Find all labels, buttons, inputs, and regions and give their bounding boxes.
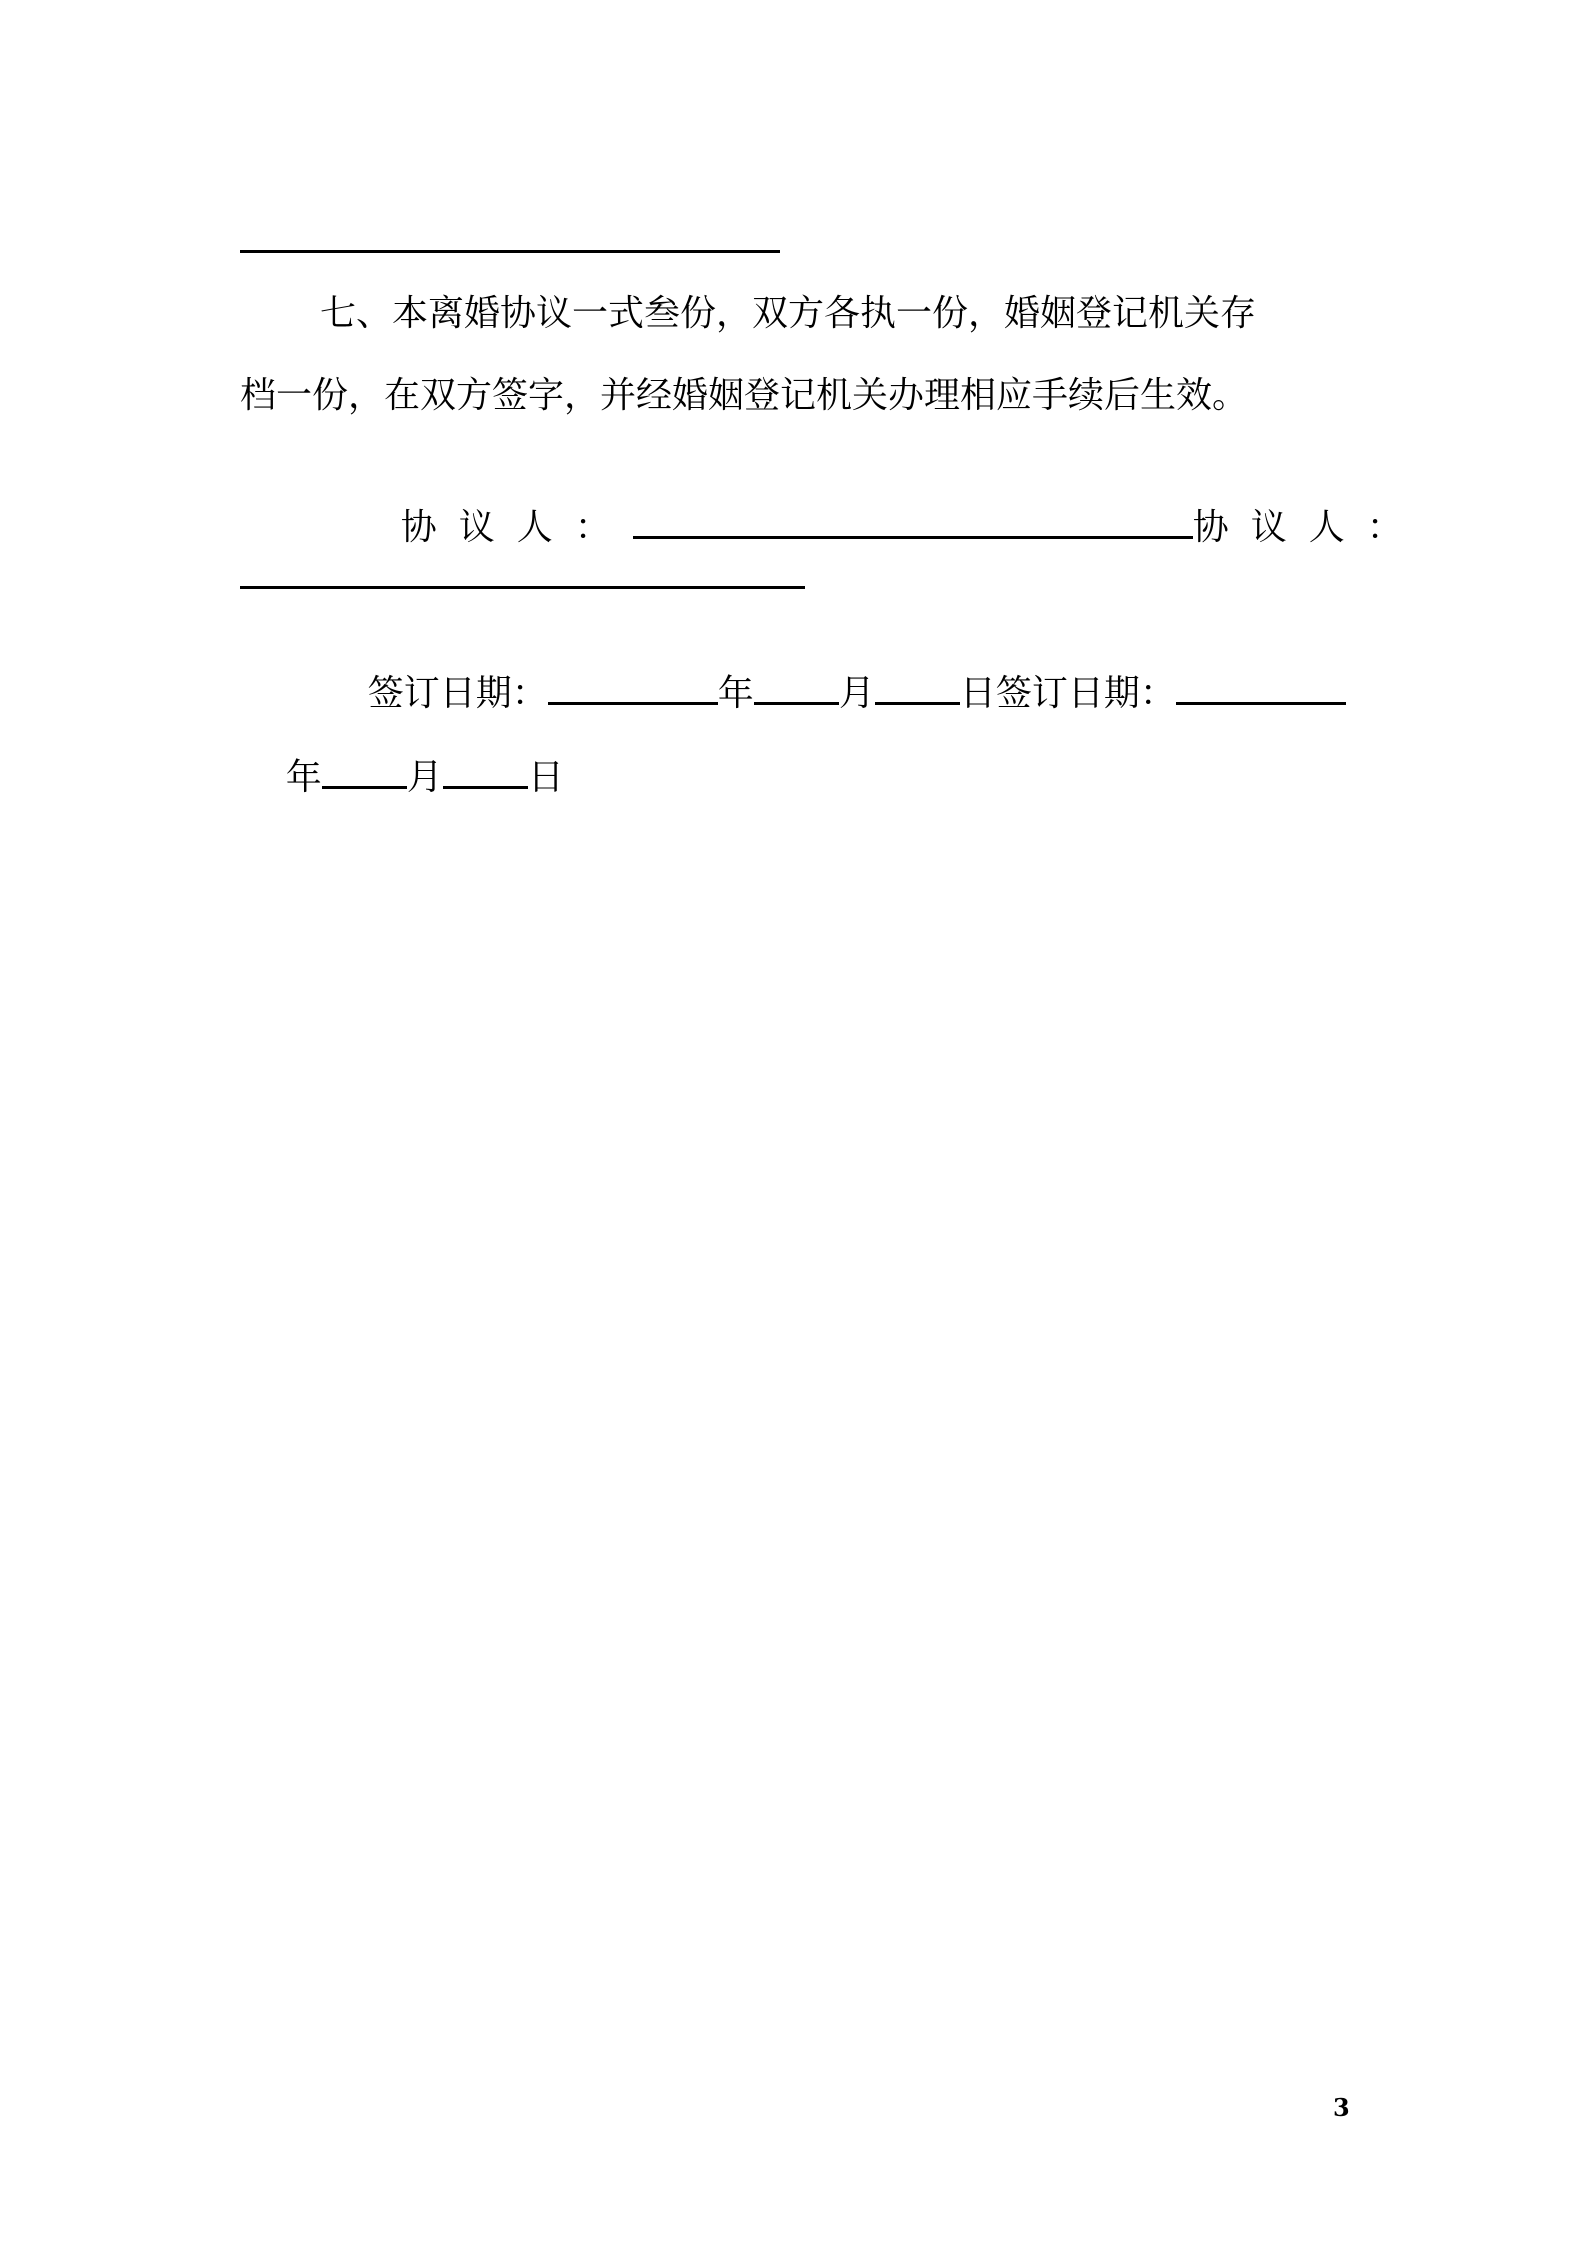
party-signature-blank-1[interactable]: [633, 506, 1193, 539]
sign-date-label-1: 签订日期：: [367, 673, 548, 714]
sign-date-label-2: 签订日期：: [995, 673, 1176, 714]
year-label-2: 年: [285, 757, 322, 798]
party-signature-blank-2[interactable]: [240, 586, 805, 589]
month-label-1: 月: [838, 673, 875, 714]
party-label-2: 协议人：: [1192, 507, 1425, 548]
party-label-1: 协议人：: [400, 507, 633, 548]
day-label-1: 日: [959, 673, 996, 714]
day-blank-2[interactable]: [443, 756, 528, 789]
month-blank-2[interactable]: [322, 756, 407, 789]
page-number: 3: [1333, 2093, 1350, 2122]
date-row-2: [240, 706, 564, 850]
year-blank-2-part[interactable]: [1176, 672, 1346, 705]
clause-7-line-1: 七、本离婚协议一式叁份，双方各执一份，婚姻登记机关存: [320, 293, 1257, 334]
year-label-1: 年: [717, 673, 754, 714]
signature-row: [355, 456, 1425, 600]
blank-line-top: [240, 250, 780, 253]
day-label-2: 日: [527, 757, 564, 798]
clause-7-line-2: 档一份，在双方签字，并经婚姻登记机关办理相应手续后生效。: [240, 375, 1249, 416]
month-blank-1[interactable]: [754, 672, 839, 705]
month-label-2: 月: [406, 757, 443, 798]
day-blank-1[interactable]: [875, 672, 960, 705]
year-blank-1[interactable]: [548, 672, 718, 705]
